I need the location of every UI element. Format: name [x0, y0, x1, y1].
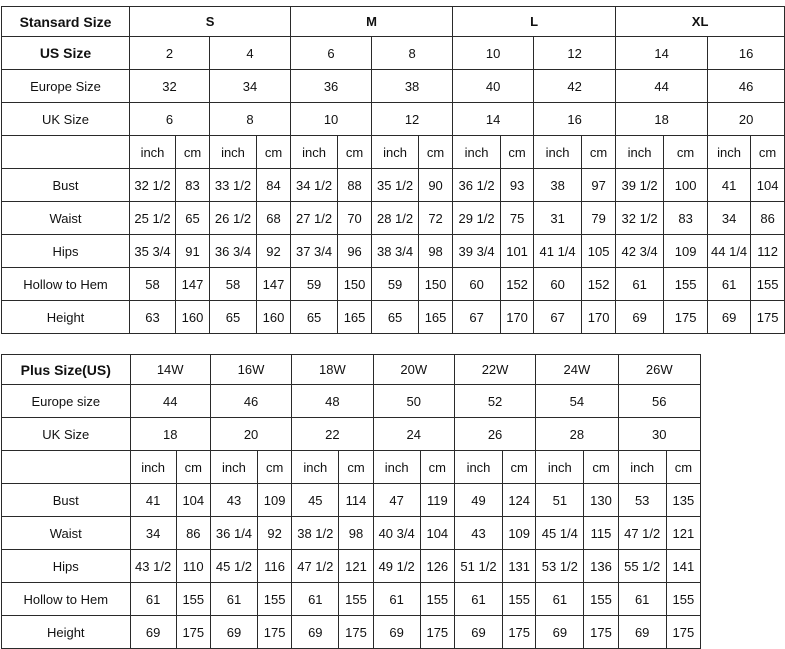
measure-value: 116	[258, 550, 292, 583]
uk-size-value: 6	[130, 103, 210, 136]
measure-value: 43	[210, 484, 257, 517]
plus-europe-row	[2, 385, 701, 418]
unit-inch: inch	[454, 451, 502, 484]
unit-cm: cm	[501, 136, 534, 169]
unit-cm: cm	[176, 451, 210, 484]
measure-value: 155	[420, 583, 454, 616]
plus-measure-row-hollow-to-hem	[2, 583, 701, 616]
europe-size-value: 42	[534, 70, 616, 103]
measure-value: 61	[292, 583, 339, 616]
measure-value: 86	[176, 517, 210, 550]
measure-value: 150	[419, 268, 453, 301]
measure-value: 75	[501, 202, 534, 235]
plus-europe-value: 44	[130, 385, 210, 418]
measure-value: 175	[751, 301, 785, 334]
measure-value: 59	[291, 268, 338, 301]
measure-value: 38 3/4	[372, 235, 419, 268]
measure-value: 152	[501, 268, 534, 301]
measure-row-height	[2, 301, 785, 334]
plus-europe-value: 52	[454, 385, 535, 418]
unit-inch: inch	[708, 136, 751, 169]
plus-measure-row-bust	[2, 484, 701, 517]
plus-uk-value: 28	[536, 418, 618, 451]
measure-value: 91	[176, 235, 210, 268]
measure-value: 124	[503, 484, 536, 517]
measure-value: 170	[582, 301, 616, 334]
unit-inch: inch	[373, 451, 420, 484]
measure-value: 53 1/2	[536, 550, 584, 583]
measure-value: 49	[454, 484, 502, 517]
plus-uk-row	[2, 418, 701, 451]
measure-value: 110	[176, 550, 210, 583]
size-group: XL	[616, 7, 785, 37]
measure-value: 83	[664, 202, 708, 235]
measure-row-hollow-to-hem	[2, 268, 785, 301]
plus-size-value: 26W	[618, 355, 700, 385]
unit-cm: cm	[257, 136, 291, 169]
us-size-value: 12	[534, 37, 616, 70]
measure-value: 155	[258, 583, 292, 616]
measure-value: 92	[258, 517, 292, 550]
measure-label: Hips	[2, 550, 131, 583]
measure-label: Height	[2, 301, 130, 334]
measure-label: Bust	[2, 169, 130, 202]
measure-row-hips	[2, 235, 785, 268]
measure-value: 61	[454, 583, 502, 616]
measure-value: 37 3/4	[291, 235, 338, 268]
unit-blank-cell	[2, 136, 130, 169]
measure-value: 69	[130, 616, 176, 649]
uk-size-value: 14	[453, 103, 534, 136]
measure-value: 25 1/2	[130, 202, 176, 235]
measure-label: Hips	[2, 235, 130, 268]
unit-cm: cm	[751, 136, 785, 169]
measure-value: 84	[257, 169, 291, 202]
measure-value: 98	[419, 235, 453, 268]
plus-uk-value: 24	[373, 418, 454, 451]
measure-value: 131	[503, 550, 536, 583]
uk-size-value: 18	[616, 103, 708, 136]
measure-value: 42 3/4	[616, 235, 664, 268]
measure-value: 27 1/2	[291, 202, 338, 235]
measure-value: 65	[291, 301, 338, 334]
measure-label: Bust	[2, 484, 131, 517]
measure-value: 136	[584, 550, 618, 583]
plus-uk-value: 26	[454, 418, 535, 451]
unit-inch: inch	[616, 136, 664, 169]
unit-inch: inch	[130, 136, 176, 169]
measure-value: 105	[582, 235, 616, 268]
measure-value: 114	[339, 484, 373, 517]
plus-size-value: 16W	[210, 355, 291, 385]
uk-size-value: 12	[372, 103, 453, 136]
measure-value: 155	[666, 583, 700, 616]
measure-value: 115	[584, 517, 618, 550]
plus-unit-row	[2, 451, 701, 484]
measure-value: 33 1/2	[210, 169, 257, 202]
measure-value: 170	[501, 301, 534, 334]
plus-size-value: 20W	[373, 355, 454, 385]
measure-value: 32 1/2	[616, 202, 664, 235]
measure-value: 101	[501, 235, 534, 268]
measure-value: 61	[708, 268, 751, 301]
measure-value: 72	[419, 202, 453, 235]
measure-value: 152	[582, 268, 616, 301]
measure-value: 44 1/4	[708, 235, 751, 268]
unit-cm: cm	[420, 451, 454, 484]
measure-value: 36 3/4	[210, 235, 257, 268]
measure-value: 175	[584, 616, 618, 649]
plus-europe-value: 56	[618, 385, 700, 418]
europe-size-label: Europe Size	[2, 70, 130, 103]
us-size-value: 6	[291, 37, 372, 70]
europe-size-value: 32	[130, 70, 210, 103]
measure-value: 39 1/2	[616, 169, 664, 202]
size-group: M	[291, 7, 453, 37]
measure-value: 150	[338, 268, 372, 301]
measure-value: 100	[664, 169, 708, 202]
europe-size-value: 44	[616, 70, 708, 103]
measure-value: 69	[616, 301, 664, 334]
measure-value: 104	[751, 169, 785, 202]
measure-value: 141	[666, 550, 700, 583]
measure-value: 41	[130, 484, 176, 517]
europe-size-value: 36	[291, 70, 372, 103]
unit-inch: inch	[534, 136, 582, 169]
measure-value: 61	[616, 268, 664, 301]
plus-uk-value: 22	[292, 418, 373, 451]
measure-value: 47 1/2	[618, 517, 666, 550]
measure-value: 69	[618, 616, 666, 649]
measure-value: 69	[454, 616, 502, 649]
unit-cm: cm	[666, 451, 700, 484]
measure-value: 61	[210, 583, 257, 616]
measure-value: 65	[210, 301, 257, 334]
measure-value: 97	[582, 169, 616, 202]
measure-value: 112	[751, 235, 785, 268]
measure-value: 65	[372, 301, 419, 334]
europe-size-value: 46	[708, 70, 785, 103]
measure-value: 61	[373, 583, 420, 616]
unit-inch: inch	[210, 136, 257, 169]
measure-value: 155	[584, 583, 618, 616]
measure-value: 47 1/2	[292, 550, 339, 583]
measure-value: 160	[176, 301, 210, 334]
size-group: L	[453, 7, 616, 37]
measure-value: 41	[708, 169, 751, 202]
measure-value: 121	[666, 517, 700, 550]
plus-size-value: 24W	[536, 355, 618, 385]
plus-uk-value: 20	[210, 418, 291, 451]
measure-value: 155	[664, 268, 708, 301]
plus-measure-row-waist	[2, 517, 701, 550]
measure-value: 104	[176, 484, 210, 517]
measure-value: 61	[536, 583, 584, 616]
measure-value: 55 1/2	[618, 550, 666, 583]
unit-inch: inch	[210, 451, 257, 484]
measure-value: 155	[503, 583, 536, 616]
measure-value: 51 1/2	[454, 550, 502, 583]
uk-size-row	[2, 103, 785, 136]
measure-value: 34 1/2	[291, 169, 338, 202]
measure-value: 34	[130, 517, 176, 550]
measure-value: 32 1/2	[130, 169, 176, 202]
plus-size-value: 22W	[454, 355, 535, 385]
measure-value: 109	[664, 235, 708, 268]
size-group: S	[130, 7, 291, 37]
unit-inch: inch	[292, 451, 339, 484]
measure-value: 70	[338, 202, 372, 235]
unit-cm: cm	[664, 136, 708, 169]
measure-value: 175	[503, 616, 536, 649]
us-size-label: US Size	[2, 37, 130, 70]
measure-value: 83	[176, 169, 210, 202]
unit-cm: cm	[338, 136, 372, 169]
plus-measure-row-hips	[2, 550, 701, 583]
measure-value: 39 3/4	[453, 235, 501, 268]
measure-value: 69	[373, 616, 420, 649]
measure-value: 88	[338, 169, 372, 202]
plus-uk-value: 18	[130, 418, 210, 451]
measure-value: 126	[420, 550, 454, 583]
measure-value: 65	[176, 202, 210, 235]
measure-value: 43	[454, 517, 502, 550]
measure-value: 104	[420, 517, 454, 550]
measure-value: 90	[419, 169, 453, 202]
measure-value: 60	[534, 268, 582, 301]
unit-inch: inch	[453, 136, 501, 169]
plus-europe-value: 46	[210, 385, 291, 418]
unit-blank-cell	[2, 451, 131, 484]
measure-value: 45 1/4	[536, 517, 584, 550]
measure-label: Waist	[2, 202, 130, 235]
measure-value: 34	[708, 202, 751, 235]
plus-uk-value: 30	[618, 418, 700, 451]
measure-value: 36 1/4	[210, 517, 257, 550]
measure-label: Waist	[2, 517, 131, 550]
measure-value: 69	[292, 616, 339, 649]
measure-value: 35 1/2	[372, 169, 419, 202]
measure-value: 38 1/2	[292, 517, 339, 550]
measure-value: 98	[339, 517, 373, 550]
measure-value: 40 3/4	[373, 517, 420, 550]
measure-value: 63	[130, 301, 176, 334]
plus-size-value: 18W	[292, 355, 373, 385]
measure-value: 29 1/2	[453, 202, 501, 235]
measure-label: Hollow to Hem	[2, 268, 130, 301]
standard-title: Stansard Size	[2, 7, 130, 37]
plus-measure-row-height	[2, 616, 701, 649]
uk-size-value: 10	[291, 103, 372, 136]
plus-europe-label: Europe size	[2, 385, 131, 418]
measure-value: 175	[176, 616, 210, 649]
europe-size-value: 34	[210, 70, 291, 103]
unit-inch: inch	[536, 451, 584, 484]
measure-value: 135	[666, 484, 700, 517]
plus-uk-label: UK Size	[2, 418, 131, 451]
measure-value: 109	[258, 484, 292, 517]
unit-cm: cm	[503, 451, 536, 484]
measure-value: 61	[130, 583, 176, 616]
measure-value: 61	[618, 583, 666, 616]
measure-value: 68	[257, 202, 291, 235]
uk-size-value: 8	[210, 103, 291, 136]
plus-size-row	[2, 355, 701, 385]
measure-value: 175	[664, 301, 708, 334]
us-size-value: 10	[453, 37, 534, 70]
measure-value: 60	[453, 268, 501, 301]
measure-label: Height	[2, 616, 131, 649]
measure-value: 160	[257, 301, 291, 334]
measure-value: 130	[584, 484, 618, 517]
plus-europe-value: 54	[536, 385, 618, 418]
measure-value: 165	[338, 301, 372, 334]
unit-cm: cm	[339, 451, 373, 484]
measure-value: 119	[420, 484, 454, 517]
plus-title: Plus Size(US)	[2, 355, 131, 385]
us-size-value: 8	[372, 37, 453, 70]
measure-value: 175	[420, 616, 454, 649]
measure-value: 121	[339, 550, 373, 583]
measure-value: 47	[373, 484, 420, 517]
measure-value: 51	[536, 484, 584, 517]
measure-value: 43 1/2	[130, 550, 176, 583]
measure-value: 26 1/2	[210, 202, 257, 235]
plus-size-value: 14W	[130, 355, 210, 385]
measure-value: 45 1/2	[210, 550, 257, 583]
measure-value: 28 1/2	[372, 202, 419, 235]
measure-row-bust	[2, 169, 785, 202]
measure-value: 59	[372, 268, 419, 301]
us-size-value: 14	[616, 37, 708, 70]
measure-row-waist	[2, 202, 785, 235]
measure-value: 69	[536, 616, 584, 649]
us-size-value: 16	[708, 37, 785, 70]
measure-label: Hollow to Hem	[2, 583, 131, 616]
measure-value: 35 3/4	[130, 235, 176, 268]
measure-value: 69	[210, 616, 257, 649]
measure-value: 93	[501, 169, 534, 202]
size-group-row	[2, 7, 785, 37]
unit-cm: cm	[176, 136, 210, 169]
us-size-row	[2, 37, 785, 70]
measure-value: 165	[419, 301, 453, 334]
plus-size-table	[1, 354, 701, 649]
uk-size-label: UK Size	[2, 103, 130, 136]
unit-cm: cm	[584, 451, 618, 484]
measure-value: 53	[618, 484, 666, 517]
us-size-value: 4	[210, 37, 291, 70]
measure-value: 79	[582, 202, 616, 235]
europe-size-row	[2, 70, 785, 103]
measure-value: 31	[534, 202, 582, 235]
unit-cm: cm	[582, 136, 616, 169]
unit-inch: inch	[372, 136, 419, 169]
unit-cm: cm	[419, 136, 453, 169]
measure-value: 109	[503, 517, 536, 550]
uk-size-value: 16	[534, 103, 616, 136]
measure-value: 175	[666, 616, 700, 649]
unit-inch: inch	[618, 451, 666, 484]
measure-value: 41 1/4	[534, 235, 582, 268]
measure-value: 86	[751, 202, 785, 235]
measure-value: 58	[210, 268, 257, 301]
measure-value: 45	[292, 484, 339, 517]
measure-value: 92	[257, 235, 291, 268]
europe-size-value: 40	[453, 70, 534, 103]
unit-row	[2, 136, 785, 169]
measure-value: 96	[338, 235, 372, 268]
measure-value: 175	[339, 616, 373, 649]
measure-value: 58	[130, 268, 176, 301]
measure-value: 155	[339, 583, 373, 616]
measure-value: 155	[751, 268, 785, 301]
plus-europe-value: 50	[373, 385, 454, 418]
measure-value: 67	[534, 301, 582, 334]
unit-inch: inch	[130, 451, 176, 484]
measure-value: 38	[534, 169, 582, 202]
standard-size-table	[1, 6, 785, 334]
us-size-value: 2	[130, 37, 210, 70]
europe-size-value: 38	[372, 70, 453, 103]
plus-europe-value: 48	[292, 385, 373, 418]
measure-value: 36 1/2	[453, 169, 501, 202]
measure-value: 147	[257, 268, 291, 301]
measure-value: 175	[258, 616, 292, 649]
measure-value: 69	[708, 301, 751, 334]
measure-value: 67	[453, 301, 501, 334]
unit-cm: cm	[258, 451, 292, 484]
measure-value: 155	[176, 583, 210, 616]
unit-inch: inch	[291, 136, 338, 169]
uk-size-value: 20	[708, 103, 785, 136]
measure-value: 147	[176, 268, 210, 301]
measure-value: 49 1/2	[373, 550, 420, 583]
